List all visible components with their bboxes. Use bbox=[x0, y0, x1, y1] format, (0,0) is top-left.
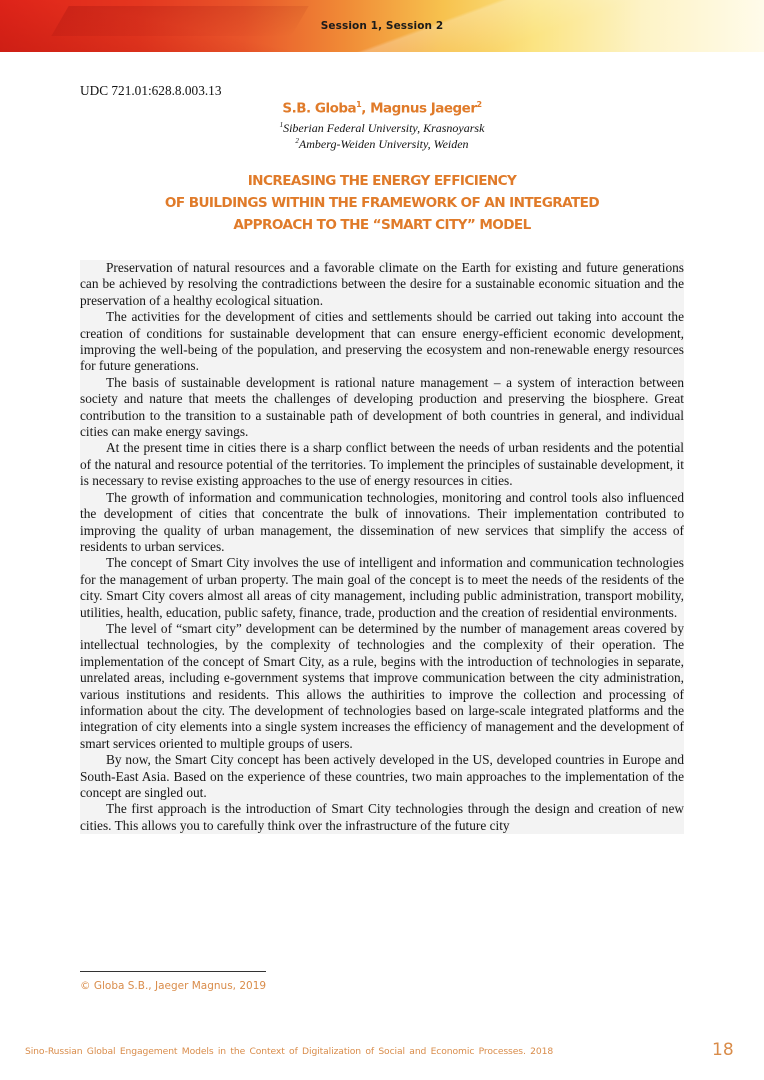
journal-footer: Sino-Russian Global Engagement Models in the Context of Digitalization of Social and Economic Processes. 2018 bbox=[25, 1046, 554, 1057]
author-separator: , bbox=[361, 100, 371, 117]
body-paragraph: At the present time in cities there is a sharp conflict between the needs of urban residents and the potential of the natural and resource potential of the territories. To implement the principles of sustainable development, it is necessary to revise existing approaches to the use of energy resources in cities. bbox=[80, 440, 684, 489]
title-line: INCREASING THE ENERGY EFFICIENCY bbox=[247, 173, 517, 189]
header-banner bbox=[0, 0, 764, 52]
author-affil-marker: 1 bbox=[356, 100, 362, 109]
udc-code: UDC 721.01:628.8.003.13 bbox=[80, 83, 222, 98]
body-paragraph: The level of “smart city” development can be determined by the number of management areas covered by intellectual technologies, by the complexity of technologies and the complexity of their operation. The implementation of the concept of Smart City, as a rule, begins with the introduction of technologies in separate, unrelated areas, including e-government systems that improve communication between the city administration, various institutions and residents. This allows the authirities to improve the collection and processing of information about the city. The development of technologies based on large-scale integrated platforms and the integration of city elements into a single system increases the efficiency of management and the development of smart services oriented to multiple groups of users. bbox=[80, 620, 684, 751]
paper-title bbox=[0, 170, 764, 236]
footnote-divider bbox=[80, 971, 266, 972]
author-affil-marker: 2 bbox=[476, 100, 482, 109]
body-paragraph: By now, the Smart City concept has been actively developed in the US, developed countries in Europe and South-East Asia. Based on the experience of these countries, two main approaches to the implementation of the concept are singled out. bbox=[80, 752, 684, 800]
affiliation bbox=[0, 137, 764, 152]
author-name: Magnus Jaeger bbox=[370, 100, 477, 117]
affiliation-marker: 2 bbox=[295, 137, 299, 145]
title-line: APPROACH TO THE “SMART CITY” MODEL bbox=[233, 217, 531, 233]
body-paragraph: The concept of Smart City involves the use of intelligent and information and communication technologies for the management of urban property. The main goal of the concept is to meet the needs of the residents of the city. Smart City covers almost all areas of city management, including public administration, transport mobility, utilities, health, education, public safety, finance, trade, production and the creation of residential environments. bbox=[80, 555, 684, 620]
session-label: Session 1, Session 2 bbox=[320, 20, 444, 32]
body-paragraph: The activities for the development of cities and settlements should be carried out taking into account the creation of conditions for sustainable development that can ensure energy-efficient economic development, improving the well-being of the population, and preserving the ecosystem and non-renewable energy resources for future generations. bbox=[80, 309, 684, 374]
page-number: 18 bbox=[712, 1040, 734, 1060]
body-paragraph: The basis of sustainable development is rational nature management – a system of interaction between society and nature that meets the challenges of developing production and preserving the biosphere. Great contribution to the transition to a sustainable path of development of both countries in general, and individual cities can make energy savings. bbox=[80, 374, 684, 440]
authors-line bbox=[0, 100, 764, 117]
affiliation-text: Amberg-Weiden University, Weiden bbox=[298, 137, 469, 151]
article-body bbox=[80, 260, 684, 834]
affiliation-text: Siberian Federal University, Krasnoyarsk bbox=[283, 121, 485, 135]
affiliation bbox=[0, 121, 764, 136]
body-paragraph: The growth of information and communication technologies, monitoring and control tools also influenced the development of cities that concentrate the bulk of innovations. Their implementation contributed to improving the quality of urban management, the dissemination of new services that simplify the access of residents to urban services. bbox=[80, 489, 684, 554]
body-paragraph: Preservation of natural resources and a favorable climate on the Earth for existing and future generations can be achieved by resolving the contradictions between the desire for a sustainable economic situation and the preservation of a healthy ecological situation. bbox=[80, 260, 684, 308]
title-line: OF BUILDINGS WITHIN THE FRAMEWORK OF AN INTEGRATED bbox=[164, 195, 600, 211]
author-name: S.B. Globa bbox=[282, 100, 357, 117]
affiliation-marker: 1 bbox=[279, 121, 284, 129]
body-paragraph: The first approach is the introduction of Smart City technologies through the design and creation of new cities. This allows you to carefully think over the infrastructure of the future city bbox=[80, 801, 684, 833]
copyright-footnote: © Globa S.B., Jaeger Magnus, 2019 bbox=[80, 980, 267, 992]
